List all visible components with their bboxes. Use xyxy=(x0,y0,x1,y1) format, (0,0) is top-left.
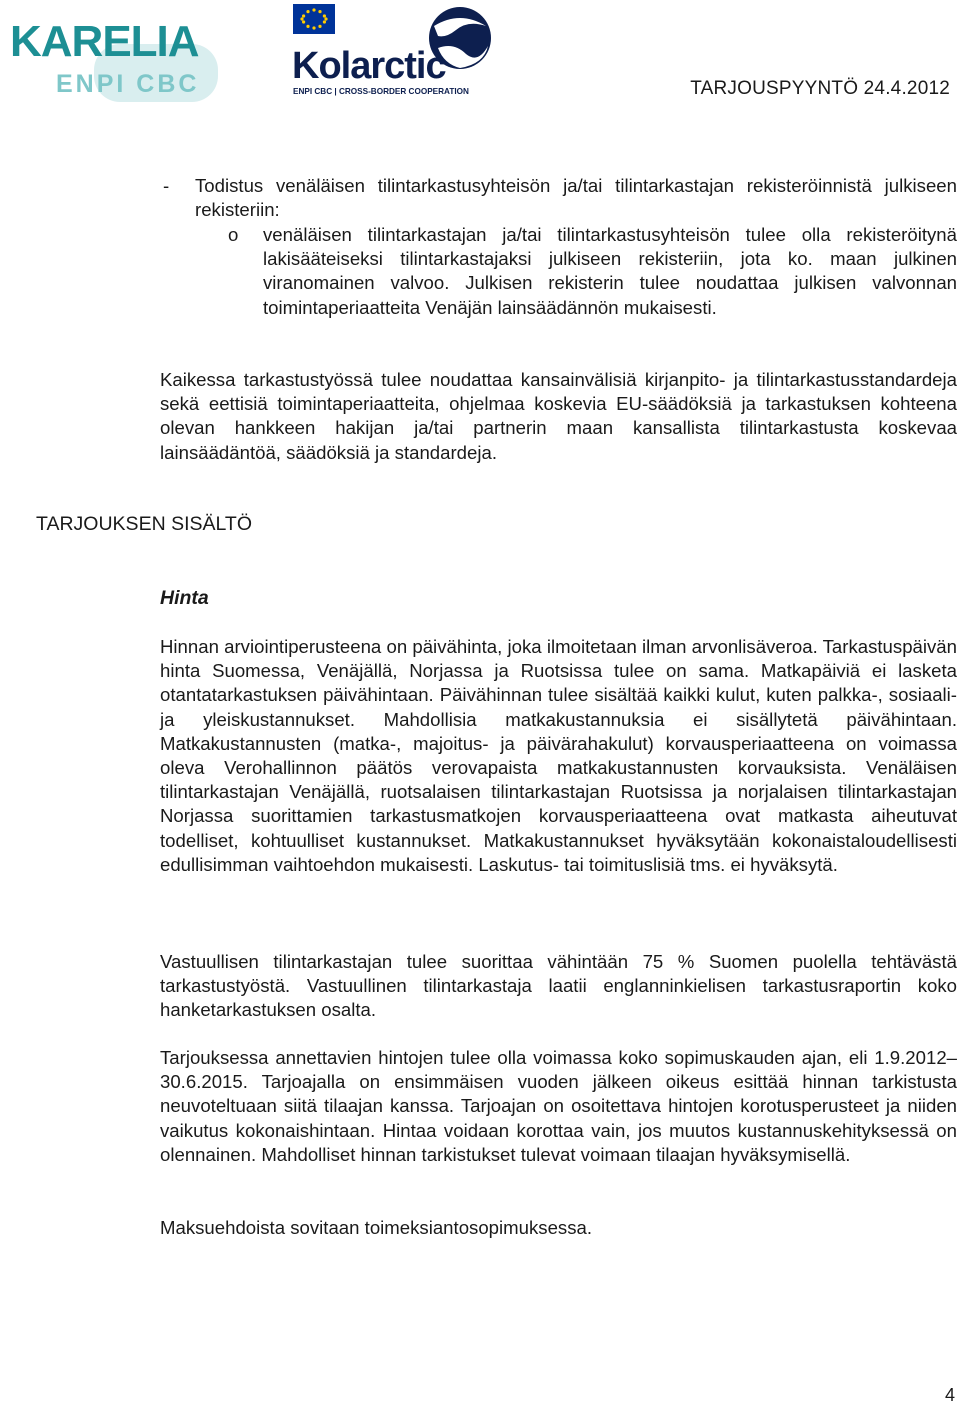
svg-text:ENPI CBC | CROSS-BORDER COOPER: ENPI CBC | CROSS-BORDER COOPERATION xyxy=(293,87,469,96)
sublist-marker: o xyxy=(228,224,239,245)
list-dash: - xyxy=(163,175,170,196)
svg-text:KARELIA: KARELIA xyxy=(10,17,199,66)
section-title: TARJOUKSEN SISÄLTÖ xyxy=(36,513,252,535)
paragraph-payment-terms: Maksuehdoista sovitaan toimeksiantosopimuksessa. xyxy=(160,1217,593,1238)
paragraph-price-validity: Tarjouksessa annettavien hintojen tulee olla voimassa koko sopimuskauden ajan, eli 1.9.2012–30.6.2015. Tarjoajalla on ensimmäisen vuoden jälkeen oikeus esittää hinnan tarkistusta neuvoteltuaan siitä tilaajan kanssa. Tarjoajan on osoitettava hintojen korotusperusteet ja niiden vaikutus kokonaishintaan. Hintaa voidaan korottaa vain, jos muutos kustannuskehityksessä on olennainen. Mahdolliset hinnan tarkistukset tulevat voimaan tilaajan hyväksymisellä. xyxy=(160,1047,957,1165)
kolarctic-logo xyxy=(288,2,510,98)
paragraph-price-basis: Hinnan arviointiperusteena on päivähinta, joka ilmoitetaan ilman arvonlisäveroa. Tarkastuspäivän hinta Suomessa, Venäjällä, Norjassa ja Ruotsissa tulee on sama. Matkapäiviä ei lasketa otantatarkastuksen päivähintaan. Päivähinnan tulee sisältää kaikki kulut, kuten palkka-, sosiaali- ja yleiskustannukset. Mahdollisia matkakustannuksia ei sisällytetä päivähintaan. Matkakustannusten (matka-, majoitus- ja päivärahakulut) korvausperiaatteena on voimassa oleva Verohallinnon päätös verovapaista matkakustannusten korvauksista. Venäläisen tilintarkastajan Venäjällä, ruotsalaisen tilintarkastajan Ruotsissa ja norjalaisen tilintarkastajan Norjassa suorittamien tarkastusmatkojen korvausperiaatteena ovat matkasta aiheutuvat todelliset, kohtuulliset kustannukset. Matkakustannukset hyväksytään kokonaistaloudellisesti edullisimman vaihtoehdon mukaisesti. Laskutus- tai toimituslisiä tms. ei hyväksytä. xyxy=(160,636,957,875)
document-id: TARJOUSPYYNTÖ 24.4.2012 xyxy=(690,78,950,99)
eu-flag-icon xyxy=(293,4,335,34)
svg-text:Kolarctic: Kolarctic xyxy=(292,45,446,87)
paragraph-responsible-auditor: Vastuullisen tilintarkastajan tulee suorittaa vähintään 75 % Suomen puolella tehtävästä tarkastustyöstä. Vastuullinen tilintarkastaja laatii englanninkielisen tarkastusraportin koko hanketarkastuksen osalta. xyxy=(160,951,957,1021)
subsection-title: Hinta xyxy=(160,587,209,609)
list-item: Todistus venäläisen tilintarkastusyhteisön ja/tai tilintarkastajan rekisteröinnistä julkiseen rekisteriin: xyxy=(195,175,957,221)
page-number: 4 xyxy=(944,1385,955,1405)
sublist-item: venäläisen tilintarkastajan ja/tai tilintarkastusyhteisön tulee olla rekisteröitynä lakisääteiseksi tilintarkastajaksi julkiseen rekisteriin, jota ko. maan julkinen viranomainen valvoo. Julkisen rekisterin tulee noudattaa julkisen valvonnan toimintaperiaatteita Venäjän lainsäädännön mukaisesti. xyxy=(263,224,957,318)
paragraph-standards: Kaikessa tarkastustyössä tulee noudattaa kansainvälisiä kirjanpito- ja tilintarkastusstandardeja sekä eettisiä toimintaperiaatteita, ohjelmaa koskevia EU-säädöksiä ja tarkastuksen kohteena olevan hankkeen hakijan ja/tai partnerin maan kansallista tilintarkastusta koskevaa lainsäädäntöä, säädöksiä ja standardeja. xyxy=(160,369,957,463)
svg-text:ENPI CBC: ENPI CBC xyxy=(56,70,200,98)
karelia-enpi-cbc-logo xyxy=(8,14,230,106)
